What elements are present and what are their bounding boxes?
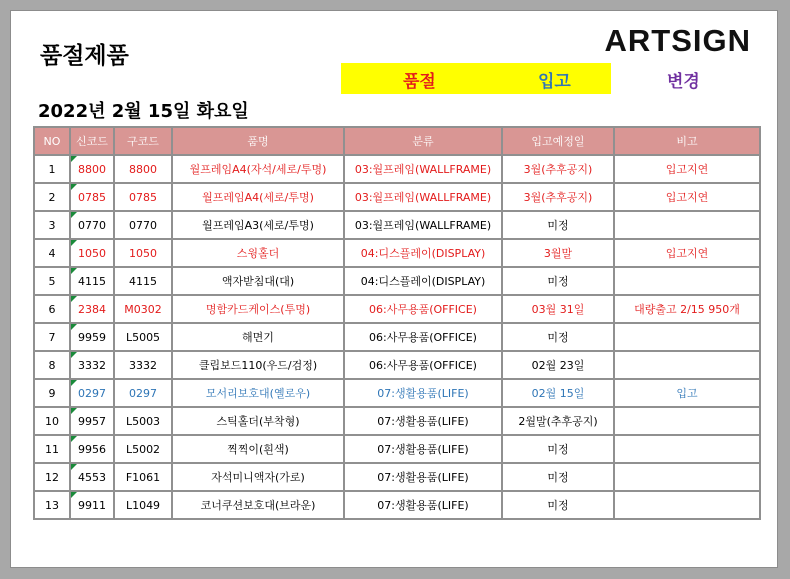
- cell-note[interactable]: 대량출고 2/15 950개: [614, 295, 760, 323]
- cell-new-code[interactable]: 4553: [70, 463, 114, 491]
- cell-category[interactable]: 06:사무용품(OFFICE): [344, 295, 502, 323]
- cell-old-code[interactable]: 1050: [114, 239, 172, 267]
- cell-note[interactable]: [614, 491, 760, 519]
- cell-no[interactable]: 10: [34, 407, 70, 435]
- col-header-no[interactable]: NO: [34, 127, 70, 155]
- col-header-category[interactable]: 분류: [344, 127, 502, 155]
- cell-eta[interactable]: 3월(추후공지): [502, 183, 614, 211]
- cell-note[interactable]: [614, 407, 760, 435]
- soldout-table: [33, 126, 761, 520]
- cell-no[interactable]: 7: [34, 323, 70, 351]
- cell-category[interactable]: 07:생활용품(LIFE): [344, 491, 502, 519]
- cell-no[interactable]: 2: [34, 183, 70, 211]
- cell-eta[interactable]: 2월말(추후공지): [502, 407, 614, 435]
- cell-no[interactable]: 13: [34, 491, 70, 519]
- cell-note[interactable]: [614, 323, 760, 351]
- cell-new-code[interactable]: 9959: [70, 323, 114, 351]
- table-row: [34, 267, 760, 295]
- cell-no[interactable]: 11: [34, 435, 70, 463]
- cell-product-name[interactable]: 스윙홀더: [172, 239, 344, 267]
- cell-new-code[interactable]: 3332: [70, 351, 114, 379]
- report-date: 2022년 2월 15일 화요일: [38, 101, 249, 122]
- cell-no[interactable]: 6: [34, 295, 70, 323]
- cell-new-code[interactable]: 0770: [70, 211, 114, 239]
- cell-no[interactable]: 9: [34, 379, 70, 407]
- cell-product-name[interactable]: 명함카드케이스(투명): [172, 295, 344, 323]
- cell-note[interactable]: [614, 435, 760, 463]
- cell-eta[interactable]: 미정: [502, 435, 614, 463]
- table-row: [34, 407, 760, 435]
- cell-note[interactable]: 입고지연: [614, 183, 760, 211]
- cell-category[interactable]: 07:생활용품(LIFE): [344, 435, 502, 463]
- cell-no[interactable]: 12: [34, 463, 70, 491]
- col-header-name[interactable]: 품명: [172, 127, 344, 155]
- cell-eta[interactable]: 02월 23일: [502, 351, 614, 379]
- table-row: [34, 211, 760, 239]
- cell-new-code[interactable]: 8800: [70, 155, 114, 183]
- table-row: [34, 491, 760, 519]
- cell-note[interactable]: [614, 211, 760, 239]
- cell-eta[interactable]: 미정: [502, 463, 614, 491]
- cell-new-code[interactable]: 0785: [70, 183, 114, 211]
- table-row: [34, 183, 760, 211]
- cell-product-name[interactable]: 코너쿠션보호대(브라운): [172, 491, 344, 519]
- cell-old-code[interactable]: L1049: [114, 491, 172, 519]
- table-row: [34, 155, 760, 183]
- cell-eta[interactable]: 03월 31일: [502, 295, 614, 323]
- cell-note[interactable]: [614, 463, 760, 491]
- cell-category[interactable]: 06:사무용품(OFFICE): [344, 323, 502, 351]
- cell-old-code[interactable]: M0302: [114, 295, 172, 323]
- cell-old-code[interactable]: F1061: [114, 463, 172, 491]
- cell-product-name[interactable]: 월프레임A4(세로/투명): [172, 183, 344, 211]
- cell-category[interactable]: 07:생활용품(LIFE): [344, 463, 502, 491]
- cell-new-code[interactable]: 0297: [70, 379, 114, 407]
- cell-old-code[interactable]: 0770: [114, 211, 172, 239]
- cell-product-name[interactable]: 찍찍이(흰색): [172, 435, 344, 463]
- col-header-note[interactable]: 비고: [614, 127, 760, 155]
- table-row: [34, 323, 760, 351]
- cell-eta[interactable]: 미정: [502, 491, 614, 519]
- cell-category[interactable]: 03:월프레임(WALLFRAME): [344, 155, 502, 183]
- legend-change: 변경: [667, 72, 700, 92]
- page-title: 품절제품: [40, 43, 129, 69]
- cell-product-name[interactable]: 클립보드110(우드/검정): [172, 351, 344, 379]
- cell-note[interactable]: 입고: [614, 379, 760, 407]
- cell-old-code[interactable]: L5005: [114, 323, 172, 351]
- cell-eta[interactable]: 미정: [502, 267, 614, 295]
- cell-product-name[interactable]: 월프레임A3(세로/투명): [172, 211, 344, 239]
- table-row: [34, 379, 760, 407]
- col-header-eta[interactable]: 입고예정일: [502, 127, 614, 155]
- cell-category[interactable]: 07:생활용품(LIFE): [344, 407, 502, 435]
- table-row: [34, 239, 760, 267]
- cell-note[interactable]: 입고지연: [614, 239, 760, 267]
- cell-eta[interactable]: 3월(추후공지): [502, 155, 614, 183]
- cell-category[interactable]: 04:디스플레이(DISPLAY): [344, 239, 502, 267]
- cell-no[interactable]: 3: [34, 211, 70, 239]
- cell-no[interactable]: 5: [34, 267, 70, 295]
- cell-no[interactable]: 4: [34, 239, 70, 267]
- cell-new-code[interactable]: 1050: [70, 239, 114, 267]
- col-header-old-code[interactable]: 구코드: [114, 127, 172, 155]
- cell-old-code[interactable]: 4115: [114, 267, 172, 295]
- cell-old-code[interactable]: 0297: [114, 379, 172, 407]
- col-header-new-code[interactable]: 신코드: [70, 127, 114, 155]
- cell-new-code[interactable]: 9911: [70, 491, 114, 519]
- cell-eta[interactable]: 미정: [502, 211, 614, 239]
- cell-no[interactable]: 1: [34, 155, 70, 183]
- brand-logo: ARTSIGN: [604, 23, 751, 58]
- table-row: [34, 463, 760, 491]
- cell-new-code[interactable]: 9956: [70, 435, 114, 463]
- cell-eta[interactable]: 3월말: [502, 239, 614, 267]
- cell-product-name[interactable]: 자석미니액자(가로): [172, 463, 344, 491]
- spreadsheet-page: [10, 10, 778, 568]
- cell-old-code[interactable]: 8800: [114, 155, 172, 183]
- cell-eta[interactable]: 미정: [502, 323, 614, 351]
- legend-soldout: 품절: [403, 72, 436, 92]
- cell-old-code[interactable]: 0785: [114, 183, 172, 211]
- table-header-row: [34, 127, 760, 155]
- cell-note[interactable]: [614, 267, 760, 295]
- cell-product-name[interactable]: 스틱홀더(부착형): [172, 407, 344, 435]
- cell-new-code[interactable]: 9957: [70, 407, 114, 435]
- cell-category[interactable]: 03:월프레임(WALLFRAME): [344, 211, 502, 239]
- table-row: [34, 351, 760, 379]
- cell-category[interactable]: 06:사무용품(OFFICE): [344, 351, 502, 379]
- cell-old-code[interactable]: L5003: [114, 407, 172, 435]
- cell-old-code[interactable]: 3332: [114, 351, 172, 379]
- cell-no[interactable]: 8: [34, 351, 70, 379]
- cell-product-name[interactable]: 모서리보호대(옐로우): [172, 379, 344, 407]
- cell-category[interactable]: 04:디스플레이(DISPLAY): [344, 267, 502, 295]
- cell-new-code[interactable]: 2384: [70, 295, 114, 323]
- cell-product-name[interactable]: 월프레임A4(자석/세로/투명): [172, 155, 344, 183]
- cell-old-code[interactable]: L5002: [114, 435, 172, 463]
- table-row: [34, 435, 760, 463]
- cell-eta[interactable]: 02월 15일: [502, 379, 614, 407]
- cell-note[interactable]: 입고지연: [614, 155, 760, 183]
- table-row: [34, 295, 760, 323]
- cell-product-name[interactable]: 해면기: [172, 323, 344, 351]
- cell-product-name[interactable]: 액자받침대(대): [172, 267, 344, 295]
- legend-restock: 입고: [538, 72, 571, 92]
- cell-note[interactable]: [614, 351, 760, 379]
- cell-category[interactable]: 03:월프레임(WALLFRAME): [344, 183, 502, 211]
- cell-new-code[interactable]: 4115: [70, 267, 114, 295]
- cell-category[interactable]: 07:생활용품(LIFE): [344, 379, 502, 407]
